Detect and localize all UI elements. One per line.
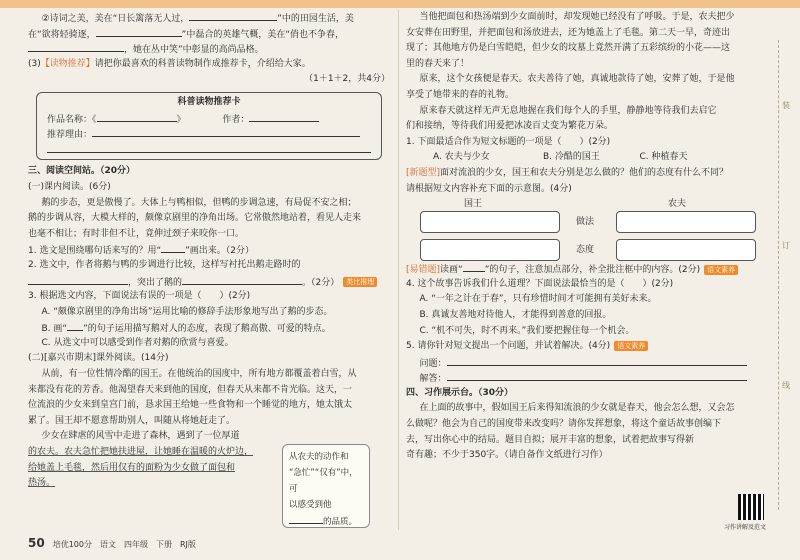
option-c[interactable]: C. 种植春天 (639, 152, 688, 163)
reason-field-2[interactable] (47, 142, 371, 153)
diagram-king-label: 国王 (464, 199, 483, 210)
answer-blank[interactable] (28, 41, 124, 52)
passage-line: 从前，有一位性情冷酷的国王。在他统治的国度中，所有地方都覆盖着白雪，从 (41, 369, 357, 380)
question-2-line2: ，突出了鹅的 。（2分） 类比推理 (28, 274, 390, 290)
section-3-title: 三、阅读空间站。（20分） (28, 166, 136, 177)
card-reason-row: 推荐理由： (47, 126, 371, 142)
option-b[interactable]: B. 真诚友善地对待他人，才能得到善意的回报。 (419, 309, 612, 320)
recommend-card (36, 92, 382, 160)
comparison-diagram (406, 197, 772, 261)
answer-blank[interactable] (96, 26, 182, 37)
top-band (0, 0, 800, 8)
essay-prompt-line: 么做呢？他会为自己的国度带来改变吗？请你发挥想象，将这个童话故事创编下 (406, 419, 722, 430)
annotation-blank[interactable] (289, 513, 323, 524)
poem-question-line2: 在“欲将轻骑逐， ”中磊合的英雄气概，美在“俏也不争春， (28, 26, 390, 42)
binding-mark: 订 (782, 241, 790, 250)
question-badge: 语文素养 (614, 341, 648, 351)
passage-line: 也毫不相让；有时非但不让，竟伸过颈子来咬你一口。 (28, 228, 245, 239)
question-4: 4. 这个故事告诉我们什么道理？下面说法最恰当的是（ ）(2分) (406, 278, 674, 289)
passage-line: 现了；其他地方仍是白雪皑皑，但少女的坟墓上竟然开满了五彩缤纷的小花——这 (406, 43, 731, 54)
passage-line: 鹅的步调从容，大模大样的，颇像京剧里的净角出场。它常傲然地站着，看见人走来 (28, 213, 362, 224)
binding-margin (778, 40, 793, 510)
option-b[interactable]: B. 冷酷的国王 (543, 152, 600, 163)
passage-line: 原来春天就这样无声无息地握在我们每个人的手里，静静地等待我们去启它 (419, 105, 717, 116)
question-tag: 【读物推荐】 (40, 58, 95, 69)
subsection-1-title: (一)课内阅读。(6分) (28, 181, 111, 192)
question-5: 5. 请你针对短文提出一个问题，并试着解决。(4分) 语文素养 (406, 339, 772, 355)
essay-prompt-line: 去，写出你心中的结局。题目自拟；展开丰富的想象，试着把故事写得新 (406, 434, 695, 445)
option-a[interactable]: A. “颇像京剧里的净角出场”运用比喻的修辞手法形象地写出了鹅的步态。 (41, 306, 333, 317)
question-2: 2. 选文中，作者将鹅与鸭的步调进行比较，这样写衬托出鹅走路时的 (28, 259, 301, 270)
section-4-title: 四、习作展示台。（30分） (406, 387, 514, 398)
question-tag: [新题型] (406, 167, 441, 178)
right-column (406, 10, 772, 464)
poem-question-line3: ，她在丛中笑”中彰显的高尚品格。 (28, 41, 390, 57)
question-badge: 语文素养 (704, 265, 738, 275)
answer-blank[interactable] (28, 274, 128, 285)
binding-mark: 线 (782, 381, 790, 390)
question-badge: 类比推理 (343, 277, 377, 287)
left-column (28, 10, 390, 492)
card-title: 科普读物推荐卡 (177, 96, 241, 107)
question-1: 1. 选文是围绕哪句话来写的？用“ ”画出来。（2分） (28, 242, 390, 258)
subsection-2-title: (二)[嘉兴市期末]课外阅读。(14分) (28, 353, 169, 364)
passage-line: 女安葬在田野里，并把面包和汤放进去，还为她盖上了毛毯。第二天一早，奇迹出 (406, 27, 731, 38)
diagram-farmer-label: 农夫 (668, 199, 687, 210)
author-field[interactable] (249, 111, 319, 122)
options-row (406, 150, 772, 166)
passage-line: 原来，这个女孩便是春天。农夫善待了她，真诚地款待了她，安葬了她，于是他 (419, 74, 735, 85)
question-1: 1. 下面最适合作为短文标题的一项是（ ）(2分) (406, 136, 611, 147)
king-attitude-box[interactable] (420, 239, 560, 261)
question-field[interactable] (447, 355, 747, 366)
essay-prompt-line: 在上面的故事中，假如国王后来得知流浪的少女就是春天，他会怎么想，又会怎 (419, 403, 735, 414)
diagram-attitude-label: 态度 (576, 245, 595, 256)
underline-sample (161, 242, 185, 253)
passage-line: 们和接纳，等待我们用爱把冰凌百丈变为繁花万朵。 (406, 121, 614, 132)
option-c[interactable]: C. 从选文中可以感受到作者对鹅的欣赏与喜爱。 (41, 337, 234, 348)
diagram-action-label: 做法 (576, 217, 595, 228)
essay-prompt-line: 奇有趣；不少于350字。（请自备作文纸进行习作） (406, 450, 608, 461)
passage-line-underlined: 的农夫。农夫急忙把她扶进屋，让她睡在温暖的火炉边， (28, 447, 254, 458)
passage-line: 鹅的步态，更是傲慢了。大体上与鸭相似，但鸭的步调急速，有局促不安之相； (41, 197, 357, 208)
page-number: 50 (28, 536, 45, 550)
reason-field[interactable] (92, 126, 360, 137)
passage-line: 当他把面包和热汤端到少女面前时，却发现她已经没有了呼吸。于是，农夫把少 (419, 12, 735, 22)
question-3: 3. 根据选文内容，下面说法有误的一项是（ ）(2分) (28, 291, 251, 302)
question-tag: [易错题] (406, 265, 441, 276)
score-note: （1＋1＋2，共4分） (304, 74, 390, 85)
question-3: [易错题]读画“ ”的句子，注意加点部分，补全批注框中的内容。(2分) 语文素养 (406, 261, 772, 277)
farmer-attitude-box[interactable] (616, 239, 756, 261)
underline-sample (463, 261, 485, 272)
book-name-field[interactable] (97, 111, 177, 122)
card-name-row: 作品名称：《 》 作者： (47, 111, 371, 127)
option-a[interactable]: A. 农夫与少女 (433, 152, 490, 163)
annotation-box: 从农夫的动作和 “急忙”“仅有”中，可 以感受到他 的品质。 (282, 444, 370, 528)
answer-blank[interactable] (189, 10, 277, 21)
qr-caption: 习作讲解及范文 (724, 524, 767, 531)
column-divider (398, 10, 399, 530)
page-footer (28, 536, 196, 550)
poem-question-line1: ②诗词之美，美在“日长篱落无人过， ”中的田园生活，美 (28, 10, 390, 26)
reading-recommend-question: (3)【读物推荐】请把你最喜欢的科普读物制作成推荐卡，介绍给大家。 (28, 58, 311, 69)
option-b[interactable]: B. 画“ ”的句子运用描写鹅对人的态度，表现了鹅高傲、可爱的特点。 (28, 320, 390, 336)
passage-line: 少女在肆虐的风雪中走进了森林，遇到了一位厚道 (41, 431, 240, 442)
answer-blank[interactable] (182, 274, 302, 285)
underline-sample (67, 320, 83, 331)
qr-code-icon[interactable] (738, 494, 764, 520)
passage-line: 里的春天来了！ (406, 58, 470, 69)
answer-field[interactable] (447, 370, 747, 381)
option-c[interactable]: C. “机不可失，时不再来。”我们要把握住每一个机会。 (419, 325, 635, 336)
footer-text: 培优100分 语文 四年级 下册 RJ版 (52, 540, 196, 549)
passage-line-underlined: 热汤。 (28, 478, 56, 489)
q5-answer-row: 解答： (406, 370, 772, 386)
option-a[interactable]: A. “一年之计在于春”，只有珍惜时间才可能拥有美好未来。 (419, 294, 657, 305)
farmer-action-box[interactable] (616, 211, 756, 233)
passage-line: 来都没有花的芳香。他渴望春天来到他的国度，但春天从来都不肯光临。这天，一 (28, 384, 353, 395)
binding-mark: 装 (782, 101, 790, 110)
passage-line: 位流浪的少女来到皇宫门前，恳求国王给她一些食物和一个睡觉的地方，她太饿太 (28, 400, 353, 411)
question-2: [新题型]面对流浪的少女，国王和农夫分别是怎么做的？他们的态度有什么不同？ (406, 167, 729, 178)
card-reason-row-2 (47, 142, 371, 158)
king-action-box[interactable] (420, 211, 560, 233)
passage-line: 享受了她带来的春的礼物。 (406, 89, 515, 100)
passage-line-underlined: 给她盖上毛毯，然后用仅有的面粉为少女做了面包和 (28, 462, 236, 473)
passage-line: 累了。国王却不愿意帮助别人，叫随从将她赶走了。 (28, 415, 236, 426)
question-2-line2: 请根据短文内容补充下面的示意图。(4分) (406, 183, 572, 194)
q5-question-row: 问题： (406, 355, 772, 371)
